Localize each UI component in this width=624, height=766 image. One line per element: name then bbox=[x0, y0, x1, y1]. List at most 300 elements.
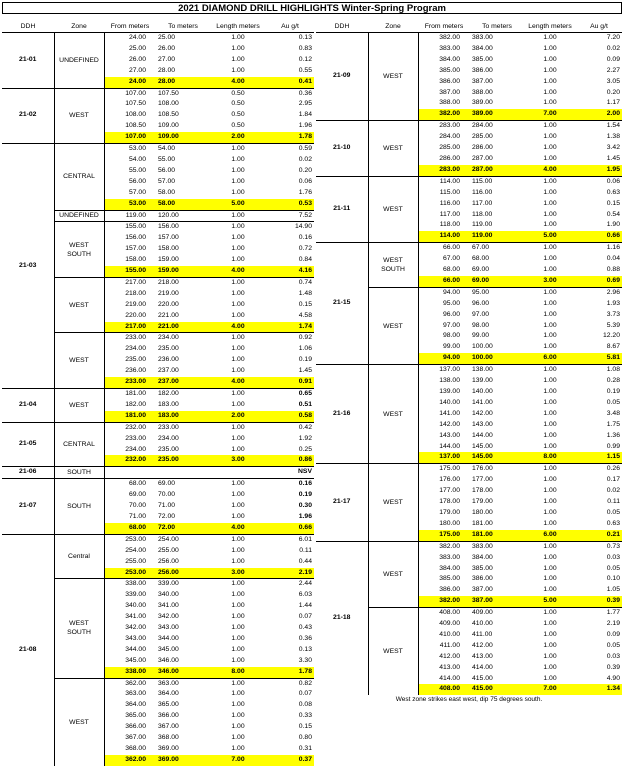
from-cell: 234.00 bbox=[104, 344, 156, 355]
to-cell: 410.00 bbox=[472, 620, 493, 628]
ddh-cell: 21-01 bbox=[2, 33, 54, 89]
from-cell: 181.00 bbox=[104, 389, 156, 400]
note-row bbox=[316, 695, 622, 706]
from-cell: 408.00 bbox=[418, 608, 470, 619]
to-cell: 339.00 bbox=[156, 579, 210, 590]
length-cell: 1.00 bbox=[231, 367, 245, 375]
length-cell: 1.00 bbox=[543, 620, 557, 628]
from-cell: 345.00 bbox=[104, 656, 156, 667]
from-cell: 365.00 bbox=[104, 711, 156, 722]
length-cell: 1.00 bbox=[231, 491, 245, 499]
to-cell: 389.00 bbox=[472, 99, 493, 107]
to-cell: 364.00 bbox=[158, 690, 179, 698]
length-cell: 1.00 bbox=[524, 121, 576, 132]
length-cell: 1.00 bbox=[543, 652, 557, 660]
from-cell: 253.00 bbox=[104, 568, 156, 579]
drill-table-left bbox=[2, 22, 314, 766]
to-cell: 69.00 bbox=[472, 266, 490, 274]
to-cell: 138.00 bbox=[470, 365, 524, 376]
au-cell: 1.44 bbox=[298, 602, 312, 610]
to-cell: 369.00 bbox=[156, 755, 210, 766]
zone-cell: WEST bbox=[54, 678, 104, 766]
length-cell: 1.00 bbox=[543, 663, 557, 671]
to-cell: 343.00 bbox=[158, 624, 179, 632]
from-cell: 53.00 bbox=[104, 199, 156, 210]
length-cell: 1.00 bbox=[231, 356, 245, 364]
to-cell: 385.00 bbox=[472, 55, 493, 63]
length-cell: 1.00 bbox=[543, 99, 557, 107]
au-cell: 0.05 bbox=[606, 641, 620, 649]
length-cell: 1.00 bbox=[231, 434, 245, 442]
to-cell: 346.00 bbox=[158, 656, 179, 664]
length-cell: 1.00 bbox=[543, 343, 557, 351]
to-cell: 142.00 bbox=[472, 409, 493, 417]
from-cell: 364.00 bbox=[104, 700, 156, 711]
au-cell: 0.74 bbox=[266, 277, 314, 288]
from-cell: 54.00 bbox=[104, 155, 156, 166]
length-cell: 1.00 bbox=[231, 602, 245, 610]
to-cell: 365.00 bbox=[158, 701, 179, 709]
au-cell: 0.51 bbox=[298, 400, 312, 408]
to-cell: 340.00 bbox=[158, 591, 179, 599]
au-cell: 0.39 bbox=[576, 596, 622, 607]
header-row bbox=[316, 22, 622, 33]
to-cell: 54.00 bbox=[156, 144, 210, 155]
au-cell: 0.36 bbox=[298, 634, 312, 642]
length-cell: 1.00 bbox=[231, 155, 245, 163]
to-cell: 383.00 bbox=[470, 33, 524, 44]
length-cell: 7.00 bbox=[210, 755, 266, 766]
from-cell bbox=[104, 467, 156, 479]
to-cell: 383.00 bbox=[470, 541, 524, 552]
to-cell: 369.00 bbox=[158, 745, 179, 752]
to-cell: 69.00 bbox=[156, 479, 210, 490]
au-cell: 0.26 bbox=[576, 464, 622, 475]
to-cell: 415.00 bbox=[470, 684, 524, 695]
from-cell: 156.00 bbox=[104, 233, 156, 244]
ddh-cell: 21-06 bbox=[2, 467, 54, 479]
to-cell: 117.00 bbox=[472, 199, 493, 207]
au-cell: 1.54 bbox=[576, 121, 622, 132]
to-cell: 139.00 bbox=[472, 377, 493, 385]
table-row bbox=[316, 541, 622, 552]
length-cell: 1.00 bbox=[231, 345, 245, 353]
au-cell: 0.11 bbox=[299, 546, 312, 554]
to-cell: 409.00 bbox=[470, 608, 524, 619]
to-cell: 95.00 bbox=[470, 287, 524, 298]
to-cell: 120.00 bbox=[156, 210, 210, 222]
length-cell: 1.00 bbox=[543, 388, 557, 395]
au-cell: 0.05 bbox=[606, 398, 620, 406]
to-cell: 388.00 bbox=[472, 88, 493, 96]
au-cell: 0.58 bbox=[266, 411, 314, 422]
to-cell: 28.00 bbox=[156, 77, 210, 88]
from-cell: 233.00 bbox=[104, 434, 156, 445]
from-cell: 232.00 bbox=[104, 422, 156, 433]
au-cell: 1.17 bbox=[606, 99, 620, 107]
from-cell: 409.00 bbox=[418, 619, 470, 630]
to-cell: 387.00 bbox=[472, 77, 493, 85]
au-cell: 0.92 bbox=[266, 333, 314, 344]
length-cell: 1.00 bbox=[543, 255, 557, 263]
au-cell: 1.76 bbox=[298, 188, 312, 196]
to-cell: 181.00 bbox=[472, 519, 493, 527]
zone-cell: WEST bbox=[54, 277, 104, 333]
from-cell: 217.00 bbox=[104, 277, 156, 288]
from-cell: 27.00 bbox=[104, 66, 156, 77]
au-cell: 0.06 bbox=[298, 177, 312, 185]
length-cell: 1.00 bbox=[231, 512, 245, 520]
length-cell: 1.00 bbox=[231, 745, 245, 752]
to-cell: 344.00 bbox=[158, 634, 179, 642]
from-cell: 387.00 bbox=[418, 88, 470, 99]
length-cell: 1.00 bbox=[231, 289, 245, 297]
from-cell: 71.00 bbox=[104, 512, 156, 523]
au-cell: 2.27 bbox=[606, 66, 620, 74]
length-cell: 1.00 bbox=[231, 546, 245, 554]
au-cell: 0.25 bbox=[298, 445, 312, 453]
to-cell: 384.00 bbox=[472, 553, 493, 561]
to-cell: 180.00 bbox=[472, 508, 493, 516]
to-cell: 182.00 bbox=[156, 389, 210, 400]
length-cell: 1.00 bbox=[543, 442, 557, 450]
length-cell: 1.00 bbox=[210, 222, 266, 233]
from-cell: 366.00 bbox=[104, 722, 156, 733]
to-cell: 55.00 bbox=[158, 155, 176, 163]
zone-cell: WEST bbox=[368, 176, 418, 242]
from-cell: 254.00 bbox=[104, 546, 156, 557]
length-cell: 1.00 bbox=[543, 266, 557, 274]
to-cell: 412.00 bbox=[472, 641, 493, 649]
from-cell: 343.00 bbox=[104, 634, 156, 645]
from-cell: 137.00 bbox=[418, 452, 470, 463]
to-cell: 145.00 bbox=[470, 452, 524, 463]
to-cell: 100.00 bbox=[472, 343, 493, 351]
au-cell: 0.05 bbox=[606, 564, 620, 572]
to-cell: 115.00 bbox=[470, 176, 524, 187]
length-cell: 2.00 bbox=[210, 411, 266, 422]
au-cell: 7.52 bbox=[266, 210, 314, 222]
drill-table-right bbox=[316, 22, 622, 706]
au-cell: 1.93 bbox=[606, 299, 620, 307]
to-cell: 25.00 bbox=[156, 33, 210, 44]
length-cell: 1.00 bbox=[543, 564, 557, 572]
from-cell: 362.00 bbox=[104, 678, 156, 689]
au-cell: 0.06 bbox=[576, 176, 622, 187]
header-zone: Zone bbox=[54, 22, 104, 33]
length-cell: 1.00 bbox=[543, 321, 557, 329]
to-cell: 385.00 bbox=[472, 564, 493, 572]
au-cell: 3.30 bbox=[298, 656, 312, 664]
header-ddh: DDH bbox=[316, 22, 368, 33]
length-cell: 6.00 bbox=[524, 353, 576, 364]
from-cell: 382.00 bbox=[418, 541, 470, 552]
from-cell: 362.00 bbox=[104, 755, 156, 766]
from-cell: 53.00 bbox=[104, 144, 156, 155]
to-cell: 159.00 bbox=[158, 256, 179, 264]
length-cell: 0.50 bbox=[231, 122, 245, 130]
length-cell: 1.00 bbox=[210, 277, 266, 288]
au-cell: 0.55 bbox=[298, 66, 312, 74]
ddh-cell: 21-02 bbox=[2, 88, 54, 144]
to-cell: 107.50 bbox=[156, 88, 210, 99]
zone-cell: WEST bbox=[368, 287, 418, 364]
from-cell: 382.00 bbox=[418, 33, 470, 44]
length-cell: 5.00 bbox=[524, 231, 576, 242]
to-cell: 221.00 bbox=[158, 311, 179, 319]
length-cell: 3.00 bbox=[210, 455, 266, 466]
length-cell: 3.00 bbox=[524, 276, 576, 287]
ddh-cell: 21-17 bbox=[316, 464, 368, 541]
to-cell: 57.00 bbox=[158, 177, 176, 185]
au-cell: 0.72 bbox=[298, 245, 312, 253]
from-cell: 116.00 bbox=[418, 199, 470, 210]
length-cell: 1.00 bbox=[543, 377, 557, 385]
to-cell: 119.00 bbox=[472, 221, 493, 229]
au-cell: 0.09 bbox=[606, 55, 620, 63]
from-cell: 155.00 bbox=[104, 266, 156, 277]
from-cell: 97.00 bbox=[418, 321, 470, 332]
from-cell: 108.00 bbox=[104, 110, 156, 121]
to-cell: 181.00 bbox=[470, 530, 524, 541]
length-cell: 1.00 bbox=[231, 44, 245, 52]
au-cell: 6.03 bbox=[298, 591, 312, 599]
length-cell: 4.00 bbox=[524, 165, 576, 176]
au-cell: 1.16 bbox=[576, 243, 622, 254]
from-cell: 94.00 bbox=[418, 353, 470, 364]
from-cell: 220.00 bbox=[104, 311, 156, 322]
length-cell: 1.00 bbox=[231, 645, 245, 653]
length-cell: 1.00 bbox=[543, 332, 557, 340]
au-cell: 2.95 bbox=[298, 100, 312, 108]
from-cell: 414.00 bbox=[418, 674, 470, 685]
length-cell: 1.00 bbox=[231, 701, 245, 709]
au-cell: 1.95 bbox=[576, 165, 622, 176]
ddh-cell: 21-18 bbox=[316, 541, 368, 695]
au-cell: 1.38 bbox=[606, 133, 620, 141]
au-cell: 8.67 bbox=[606, 343, 620, 351]
ddh-cell: 21-11 bbox=[316, 176, 368, 242]
to-cell: 108.00 bbox=[158, 100, 179, 108]
length-cell: 1.00 bbox=[543, 299, 557, 307]
from-cell: 386.00 bbox=[418, 77, 470, 88]
header-to: To meters bbox=[156, 22, 210, 33]
to-cell: 256.00 bbox=[158, 557, 179, 565]
length-cell: 8.00 bbox=[210, 667, 266, 678]
length-cell: 1.00 bbox=[210, 579, 266, 590]
length-cell: 5.00 bbox=[210, 199, 266, 210]
from-cell: 283.00 bbox=[418, 121, 470, 132]
to-cell: 286.00 bbox=[472, 144, 493, 152]
au-cell: 1.96 bbox=[298, 512, 312, 520]
length-cell: 1.00 bbox=[543, 77, 557, 85]
au-cell: 4.16 bbox=[266, 266, 314, 277]
from-cell: 157.00 bbox=[104, 244, 156, 255]
length-cell: 4.00 bbox=[210, 322, 266, 333]
au-cell: 1.08 bbox=[576, 365, 622, 376]
table-row bbox=[2, 422, 314, 433]
length-cell: 1.00 bbox=[543, 310, 557, 318]
length-cell: 1.00 bbox=[524, 176, 576, 187]
length-cell: 1.00 bbox=[210, 210, 266, 222]
length-cell: 1.00 bbox=[543, 586, 557, 594]
from-cell: 26.00 bbox=[104, 55, 156, 66]
to-cell: 176.00 bbox=[470, 464, 524, 475]
au-cell: 0.84 bbox=[298, 256, 312, 264]
to-cell: 119.00 bbox=[470, 231, 524, 242]
au-cell: 0.82 bbox=[266, 678, 314, 689]
to-cell: 108.50 bbox=[158, 111, 179, 119]
au-cell: 3.05 bbox=[606, 77, 620, 85]
zone-cell: WEST bbox=[368, 608, 418, 696]
au-cell: 3.48 bbox=[606, 409, 620, 417]
to-cell: 183.00 bbox=[158, 400, 179, 408]
from-cell: 144.00 bbox=[418, 442, 470, 453]
from-cell: 108.50 bbox=[104, 121, 156, 132]
header-au: Au g/t bbox=[266, 22, 314, 33]
zone-cell: WEST bbox=[54, 389, 104, 423]
length-cell: 1.00 bbox=[524, 365, 576, 376]
au-cell: 0.91 bbox=[266, 377, 314, 388]
table-row bbox=[316, 121, 622, 132]
header-ddh: DDH bbox=[2, 22, 54, 33]
from-cell: 107.50 bbox=[104, 99, 156, 110]
header-from: From meters bbox=[418, 22, 470, 33]
from-cell: 384.00 bbox=[418, 55, 470, 66]
au-cell: 1.34 bbox=[576, 684, 622, 695]
to-cell: 384.00 bbox=[472, 44, 493, 52]
ddh-cell: 21-08 bbox=[2, 534, 54, 766]
length-cell: 5.00 bbox=[524, 596, 576, 607]
au-cell: 0.03 bbox=[606, 652, 620, 660]
header-zone: Zone bbox=[368, 22, 418, 33]
au-cell: 0.13 bbox=[266, 33, 314, 44]
au-cell: 0.42 bbox=[266, 422, 314, 433]
to-cell: 345.00 bbox=[158, 645, 179, 653]
to-cell: 100.00 bbox=[470, 353, 524, 364]
length-cell: 1.00 bbox=[231, 557, 245, 565]
from-cell: 94.00 bbox=[418, 287, 470, 298]
from-cell: 179.00 bbox=[418, 508, 470, 519]
zone-cell: CENTRAL bbox=[54, 144, 104, 210]
au-cell: 0.99 bbox=[606, 442, 620, 450]
table-row bbox=[2, 389, 314, 400]
zone-cell: WEST bbox=[54, 88, 104, 144]
au-cell: 0.13 bbox=[298, 645, 312, 653]
to-cell: 367.00 bbox=[158, 723, 179, 731]
from-cell: 140.00 bbox=[418, 398, 470, 409]
au-cell: 0.11 bbox=[607, 498, 620, 506]
length-cell: 1.00 bbox=[524, 541, 576, 552]
length-cell: 8.00 bbox=[524, 452, 576, 463]
from-cell: 24.00 bbox=[104, 33, 156, 44]
to-cell: 69.00 bbox=[470, 276, 524, 287]
au-cell: 0.20 bbox=[606, 88, 620, 96]
au-cell: 2.00 bbox=[576, 109, 622, 120]
from-cell: 66.00 bbox=[418, 243, 470, 254]
from-cell: 340.00 bbox=[104, 601, 156, 612]
to-cell: 58.00 bbox=[158, 188, 176, 196]
length-cell: 1.00 bbox=[543, 55, 557, 63]
from-cell: 233.00 bbox=[104, 377, 156, 388]
to-cell: 68.00 bbox=[472, 255, 490, 263]
length-cell: 1.00 bbox=[231, 400, 245, 408]
au-cell: 0.02 bbox=[606, 487, 620, 495]
from-cell: 158.00 bbox=[104, 255, 156, 266]
length-cell: 1.00 bbox=[543, 199, 557, 207]
zone-cell: WEST SOUTH bbox=[368, 243, 418, 288]
au-cell: 1.92 bbox=[298, 434, 312, 442]
from-cell: 138.00 bbox=[418, 376, 470, 387]
to-cell: 67.00 bbox=[470, 243, 524, 254]
to-cell: 237.00 bbox=[156, 377, 210, 388]
to-cell: 58.00 bbox=[156, 199, 210, 210]
to-cell: 387.00 bbox=[472, 586, 493, 594]
to-cell: 27.00 bbox=[158, 55, 176, 63]
au-cell: 5.81 bbox=[576, 353, 622, 364]
to-cell: 26.00 bbox=[158, 44, 176, 52]
to-cell: 366.00 bbox=[158, 712, 179, 720]
au-cell: 0.08 bbox=[298, 701, 312, 709]
to-cell: 97.00 bbox=[472, 310, 490, 318]
from-cell: 410.00 bbox=[418, 630, 470, 641]
au-cell: 0.86 bbox=[266, 455, 314, 466]
au-cell: 0.43 bbox=[298, 624, 312, 632]
header-length: Length meters bbox=[524, 22, 576, 33]
length-cell: 0.50 bbox=[231, 111, 245, 119]
table-row bbox=[316, 365, 622, 376]
from-cell: 24.00 bbox=[104, 77, 156, 88]
from-cell: 217.00 bbox=[104, 322, 156, 333]
length-cell: 1.00 bbox=[231, 734, 245, 742]
length-cell: 1.00 bbox=[543, 519, 557, 527]
from-cell: 388.00 bbox=[418, 98, 470, 109]
length-cell: 0.50 bbox=[210, 88, 266, 99]
from-cell: 118.00 bbox=[418, 220, 470, 231]
length-cell: 1.00 bbox=[210, 534, 266, 545]
length-cell: 7.00 bbox=[524, 109, 576, 120]
au-cell: 0.07 bbox=[298, 613, 312, 621]
au-cell: 0.39 bbox=[606, 663, 620, 671]
ddh-cell: 21-09 bbox=[316, 33, 368, 121]
au-cell: 0.02 bbox=[298, 155, 312, 163]
table-row bbox=[2, 534, 314, 545]
from-cell: 338.00 bbox=[104, 579, 156, 590]
from-cell: 367.00 bbox=[104, 733, 156, 744]
from-cell: 95.00 bbox=[418, 299, 470, 310]
to-cell: 96.00 bbox=[472, 299, 490, 307]
page-title: 2021 DIAMOND DRILL HIGHLIGHTS Winter-Spring Program bbox=[2, 2, 622, 14]
length-cell: 1.00 bbox=[231, 502, 245, 510]
length-cell: 1.00 bbox=[543, 508, 557, 516]
au-cell: 0.07 bbox=[298, 690, 312, 698]
au-cell: 1.06 bbox=[298, 345, 312, 353]
to-cell: 221.00 bbox=[156, 322, 210, 333]
to-cell: 99.00 bbox=[472, 332, 490, 340]
length-cell: 1.00 bbox=[543, 66, 557, 74]
to-cell: 341.00 bbox=[158, 602, 179, 610]
au-cell: 0.88 bbox=[606, 266, 620, 274]
from-cell: 413.00 bbox=[418, 663, 470, 674]
from-cell: 114.00 bbox=[418, 176, 470, 187]
length-cell: 1.00 bbox=[210, 479, 266, 490]
au-cell: 2.96 bbox=[576, 287, 622, 298]
length-cell: 4.00 bbox=[210, 266, 266, 277]
length-cell: 1.00 bbox=[524, 287, 576, 298]
zone-cell: UNDEFINED bbox=[54, 33, 104, 89]
length-cell: 1.00 bbox=[231, 166, 245, 174]
length-cell: 1.00 bbox=[231, 256, 245, 264]
